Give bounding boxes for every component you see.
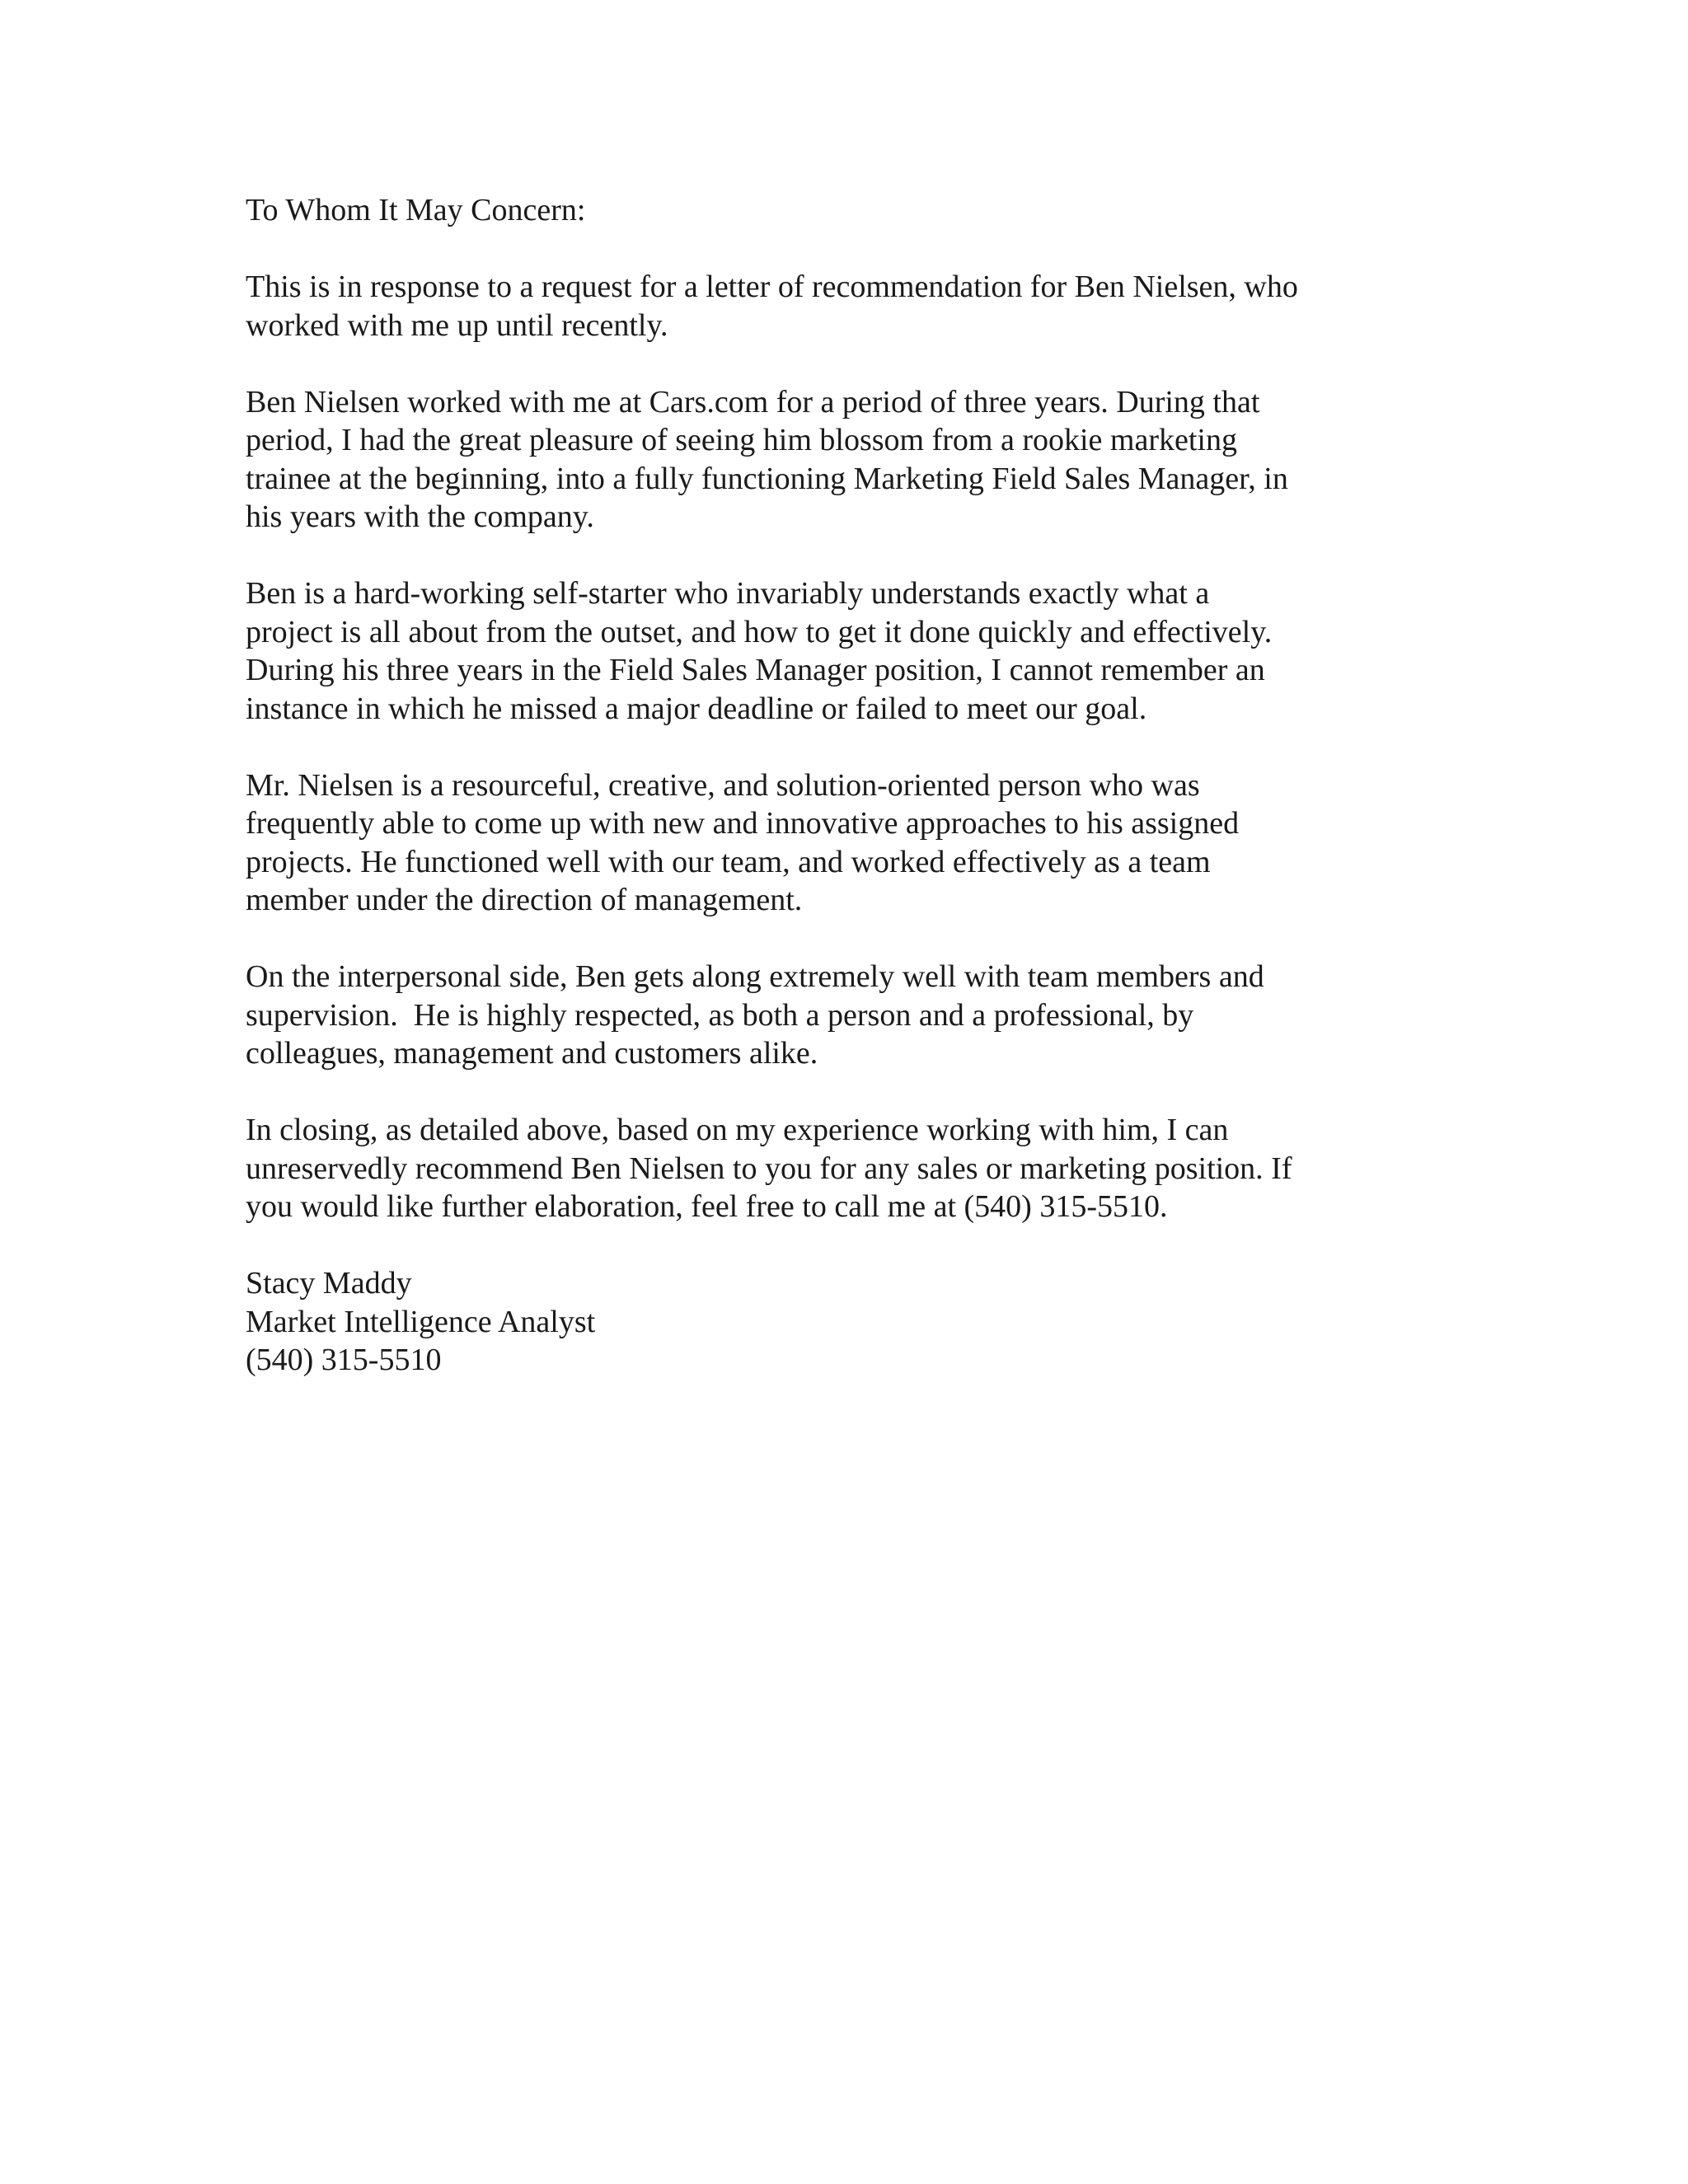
paragraph-line: his years with the company.: [246, 499, 594, 534]
paragraph-line: trainee at the beginning, into a fully functioning Marketing Field Sales Manager, in: [246, 461, 1288, 496]
salutation-text: To Whom It May Concern:: [246, 193, 586, 227]
paragraph-line: period, I had the great pleasure of seeing him blossom from a rookie marketing: [246, 423, 1237, 457]
paragraph-line: During his three years in the Field Sales Manager position, I cannot remember an: [246, 653, 1265, 687]
paragraph-line: member under the direction of management.: [246, 883, 803, 917]
paragraph-line: frequently able to come up with new and innovative approaches to his assigned: [246, 806, 1240, 841]
paragraph-line: projects. He functioned well with our team, and worked effectively as a team: [246, 844, 1211, 879]
paragraph-line: Ben is a hard-working self-starter who invariably understands exactly what a: [246, 576, 1210, 611]
paragraph-line: Mr. Nielsen is a resourceful, creative, and solution-oriented person who was: [246, 767, 1200, 803]
paragraph-qualities: [246, 766, 1449, 920]
paragraph-line: instance in which he missed a major deadline or failed to meet our goal.: [246, 691, 1147, 726]
paragraph-intro: [246, 268, 1449, 344]
paragraph-interpersonal: [246, 958, 1449, 1073]
paragraph-work-ethic: [246, 574, 1449, 728]
paragraph-line: project is all about from the outset, and how to get it done quickly and effectively.: [246, 614, 1273, 649]
paragraph-line: you would like further elaboration, feel free to call me at (540) 315-5510.: [246, 1189, 1168, 1224]
signer-name: Stacy Maddy: [246, 1266, 412, 1301]
paragraph-line: colleagues, management and customers alike.: [246, 1036, 818, 1071]
recommendation-letter: [246, 191, 1449, 1380]
paragraph-closing: [246, 1111, 1449, 1226]
paragraph-line: worked with me up until recently.: [246, 307, 668, 343]
signer-phone: (540) 315-5510: [246, 1343, 442, 1377]
salutation: [246, 191, 1449, 230]
paragraph-line: unreservedly recommend Ben Nielsen to you for any sales or marketing position. If: [246, 1151, 1292, 1186]
paragraph-line: In closing, as detailed above, based on my experience working with him, I can: [246, 1113, 1229, 1147]
paragraph-line: supervision. He is highly respected, as both a person and a professional, by: [246, 997, 1194, 1033]
paragraph-line: Ben Nielsen worked with me at Cars.com for a period of three years. During that: [246, 384, 1260, 419]
paragraph-line: This is in response to a request for a letter of recommendation for Ben Nielsen, who: [246, 269, 1298, 304]
paragraph-line: On the interpersonal side, Ben gets along extremely well with team members and: [246, 959, 1264, 994]
paragraph-employment: [246, 383, 1449, 537]
signature-block: [246, 1264, 1449, 1380]
signer-title: Market Intelligence Analyst: [246, 1304, 596, 1339]
